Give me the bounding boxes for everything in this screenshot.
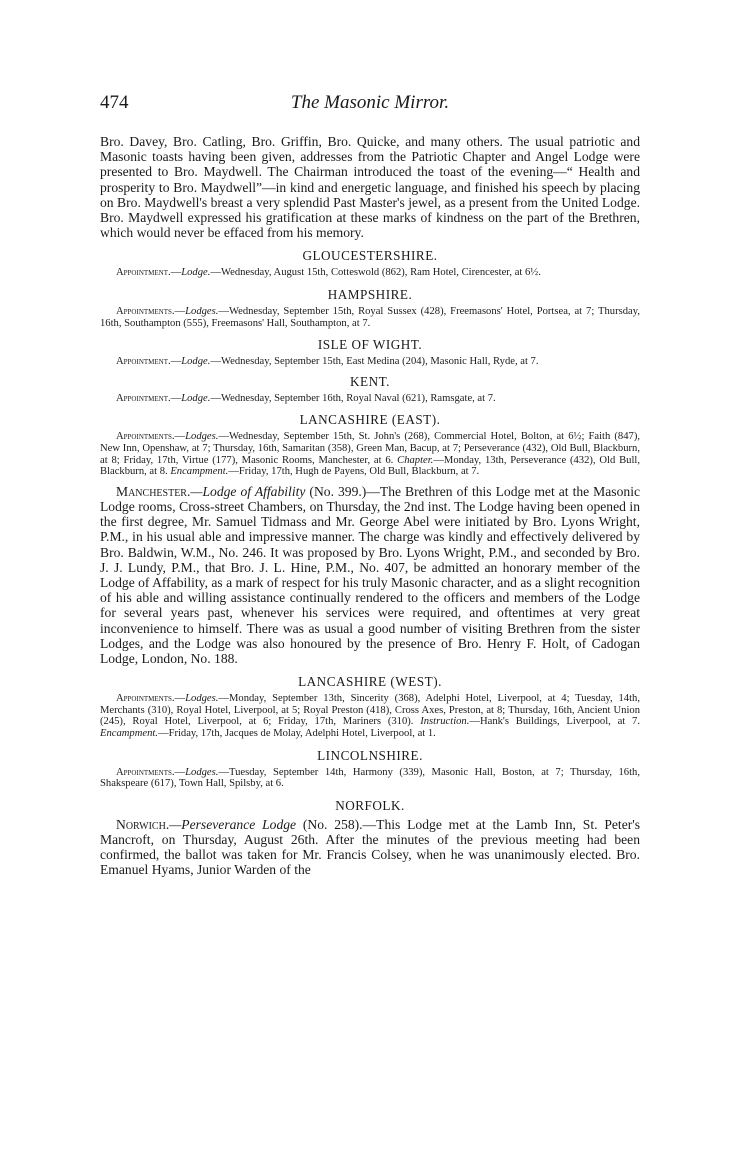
heading-lancashire-west: LANCASHIRE (WEST). xyxy=(298,674,442,690)
page-content xyxy=(100,134,640,878)
appointment-isle-of-wight: Appointment.—Lodge.—Wednesday, September 15th, East Medina (204), Masonic Hall, Ryde, at 7. xyxy=(116,356,539,368)
intro-paragraph: Bro. Davey, Bro. Catling, Bro. Griffin, Bro. Quicke, and many others. The usual patriotic and Masonic toasts having been given, addresses from the Patriotic Chapter and Angel Lodge were presented to Bro. Maydwell. The Chairman introduced the toast of the evening—“ Health and prosperity to Bro. Maydwell”—in kind and energetic language, and finished his speech by placing on Bro. Maydwell's breast a very splendid Past Master's jewel, as a present from the United Lodge. Bro. Maydwell expressed his gratification at these marks of kindness on the part of the Brethren, which would never be effaced from his memory. xyxy=(100,134,640,241)
running-title: The Masonic Mirror. xyxy=(290,92,450,113)
appointment-gloucestershire: Appointment.—Lodge.—Wednesday, August 15th, Cotteswold (862), Ram Hotel, Cirencester, at 6½. xyxy=(116,267,541,279)
heading-lancashire-east: LANCASHIRE (EAST). xyxy=(299,412,441,428)
heading-hampshire: HAMPSHIRE. xyxy=(327,287,413,303)
heading-kent: KENT. xyxy=(350,373,390,389)
page-header xyxy=(100,92,640,122)
appointment-hampshire: Appointments.—Lodges.—Wednesday, September 15th, Royal Sussex (428), Freemasons' Hotel, Portsea, at 7; Thursday, 16th, Southampton (555), Freemasons' Hall, Southampton, at 7. xyxy=(100,306,640,329)
report-norwich: Norwich.—Perseverance Lodge (No. 258).—This Lodge met at the Lamb Inn, St. Peter's Mancroft, on Thursday, August 26th. After the minutes of the previous meeting had been confirmed, the ballot was taken for Mr. Francis Colsey, when he was unanimously elected. Bro. Emanuel Hyams, Junior Warden of the xyxy=(100,816,640,878)
page-number: 474 xyxy=(100,92,129,113)
heading-isle-of-wight: ISLE OF WIGHT. xyxy=(317,337,423,353)
heading-lincolnshire: LINCOLNSHIRE. xyxy=(317,747,423,763)
appointment-lancashire-east: Appointments.—Lodges.—Wednesday, September 15th, St. John's (268), Commercial Hotel, Bolton, at 6½; Faith (847), New Inn, Openshaw, at 7; Thursday, 16th, Samaritan (358), Green Man, Bacup, at 7; Perseverance (432), Old Bull, Blackburn, at 8; Friday, 17th, Virtue (177), Masonic Rooms, Manchester, at 6. Chapter.—Monday, 13th, Perseverance (432), Old Bull, Blackburn, at 8. Encampment.—Friday, 17th, Hugh de Payens, Old Bull, Blackburn, at 7. xyxy=(100,431,640,478)
appointment-kent: Appointment.—Lodge.—Wednesday, September 16th, Royal Naval (621), Ramsgate, at 7. xyxy=(116,392,496,404)
heading-gloucestershire: GLOUCESTERSHIRE. xyxy=(302,248,438,264)
heading-norfolk: NORFOLK. xyxy=(335,797,405,813)
appointment-lincolnshire: Appointments.—Lodges.—Tuesday, September 14th, Harmony (339), Masonic Hall, Boston, at 7; Thursday, 16th, Shakspeare (617), Town Hall, Spilsby, at 6. xyxy=(100,766,640,790)
report-manchester: Manchester.—Lodge of Affability (No. 399.)—The Brethren of this Lodge met at the Masonic Lodge rooms, Cross-street Chambers, on Thursday, the 2nd inst. The Lodge having been opened in the first degree, Mr. Samuel Tidmass and Mr. George Abel were initiated by Bro. Lyons Wright, P.M., in his usual able and impressive manner. The charge was kindly and effectively delivered by Bro. Baldwin, W.M., No. 246. It was proposed by Bro. Lyons Wright, P.M., and seconded by Bro. J. J. Lundy, P.M., that Bro. J. L. Hine, P.M., No. 407, be admitted an honorary member of the Lodge of Affability, as a mark of respect for his truly Masonic character, and as a slight recognition of his able and willing assistance continually rendered to the officers and members of the Lodge for several years past, whenever his services were required, and oftentimes at very great inconvenience to himself. There was as usual a good number of visiting Brethren from the sister Lodges, and the Lodge was also honoured by the presence of Bro. Henry F. Holt, of Cadogan Lodge, London, No. 188. xyxy=(100,483,641,666)
appointment-lancashire-west: Appointments.—Lodges.—Monday, September 13th, Sincerity (368), Adelphi Hotel, Liverpool, at 4; Tuesday, 14th, Merchants (310), Royal Hotel, Liverpool, at 5; Royal Preston (418), Cross Axes, Preston, at 8; Thursday, 16th, Ancient Union (245), Royal Hotel, Liverpool, at 6; Friday, 17th, Mariners (310). Instruction.—Hank's Buildings, Liverpool, at 7. Encampment.—Friday, 17th, Jacques de Molay, Adelphi Hotel, Liverpool, at 1. xyxy=(100,693,640,739)
